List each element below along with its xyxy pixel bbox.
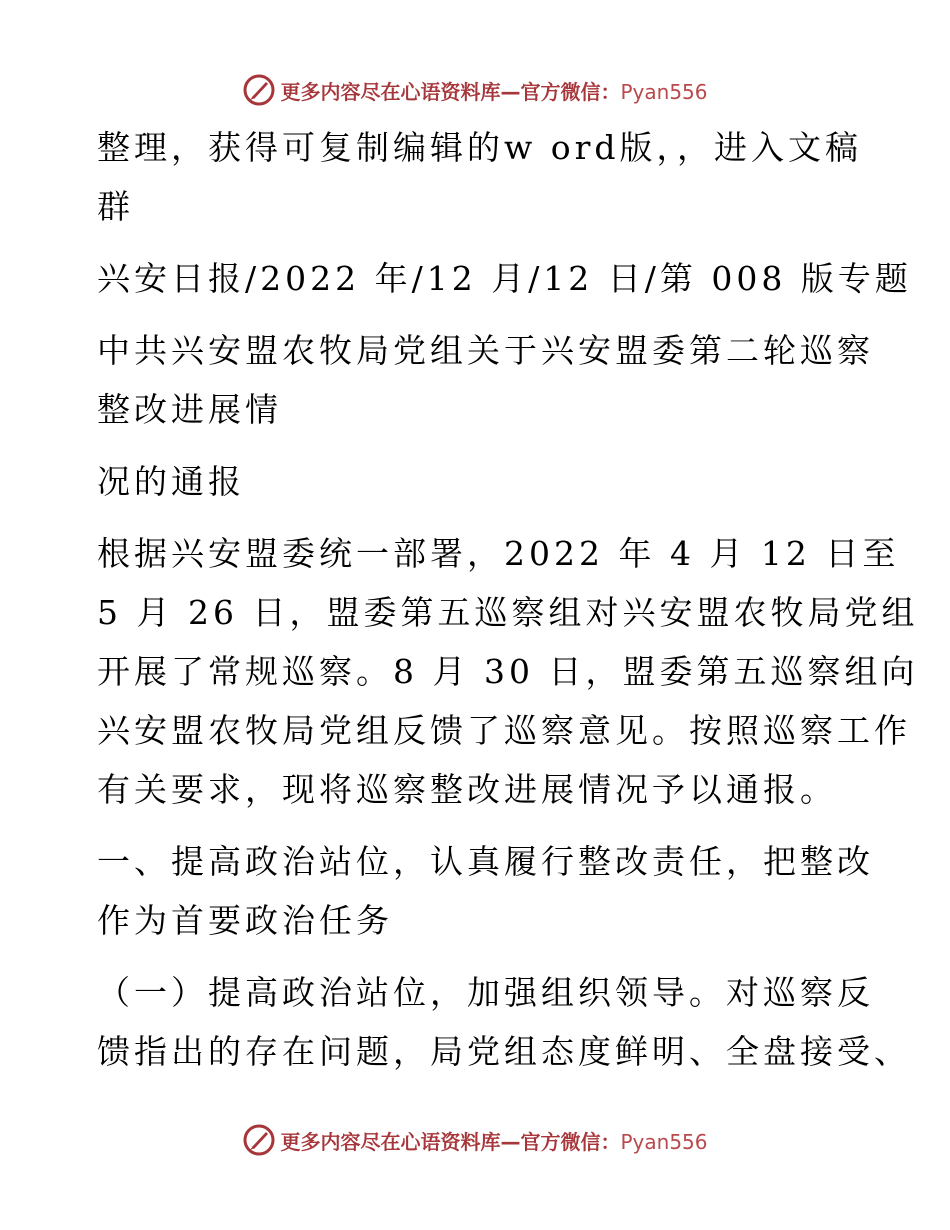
paragraph xyxy=(97,321,874,439)
paragraph xyxy=(97,832,874,950)
paragraph xyxy=(97,118,863,236)
paragraph xyxy=(97,524,919,819)
footer-watermark xyxy=(0,1120,950,1160)
paragraph xyxy=(97,963,911,1081)
document-body xyxy=(97,118,919,1094)
paragraph-line: 兴安盟农牧局党组反馈了巡察意见。按照巡察工作 xyxy=(97,711,911,750)
paragraph-line: 况的通报 xyxy=(97,462,245,501)
quill-logo-icon xyxy=(242,73,276,107)
paragraph-line: 整理，获得可复制编辑的w ord版，，进入文稿 xyxy=(97,128,863,167)
paragraph-line: （一）提高政治站位，加强组织领导。对巡察反 xyxy=(97,973,874,1012)
paragraph-line: 整改进展情 xyxy=(97,390,282,429)
paragraph-line: 作为首要政治任务 xyxy=(97,901,393,940)
quill-logo-icon xyxy=(242,1123,276,1157)
paragraph-line: 一、提高政治站位，认真履行整改责任，把整改 xyxy=(97,842,874,881)
paragraph-line: 开展了常规巡察。8 月 30 日，盟委第五巡察组向 xyxy=(97,652,919,691)
paragraph-line: 馈指出的存在问题，局党组态度鲜明、全盘接受、 xyxy=(97,1032,911,1071)
paragraph-line: 兴安日报/2022 年/12 月/12 日/第 008 版专题 xyxy=(97,259,912,298)
paragraph-line: 5 月 26 日，盟委第五巡察组对兴安盟农牧局党组 xyxy=(97,593,919,632)
paragraph xyxy=(97,249,912,308)
watermark-text: 更多内容尽在心语资料库—官方微信：Pyan556 xyxy=(280,79,708,104)
paragraph-line: 群 xyxy=(97,187,134,226)
paragraph-line: 根据兴安盟委统一部署，2022 年 4 月 12 日至 xyxy=(97,534,900,573)
paragraph-line: 有关要求，现将巡察整改进展情况予以通报。 xyxy=(97,770,837,809)
paragraph xyxy=(97,452,857,511)
paragraph-line: 中共兴安盟农牧局党组关于兴安盟委第二轮巡察 xyxy=(97,331,874,370)
header-watermark xyxy=(0,70,950,110)
watermark-text: 更多内容尽在心语资料库—官方微信：Pyan556 xyxy=(280,1129,708,1154)
